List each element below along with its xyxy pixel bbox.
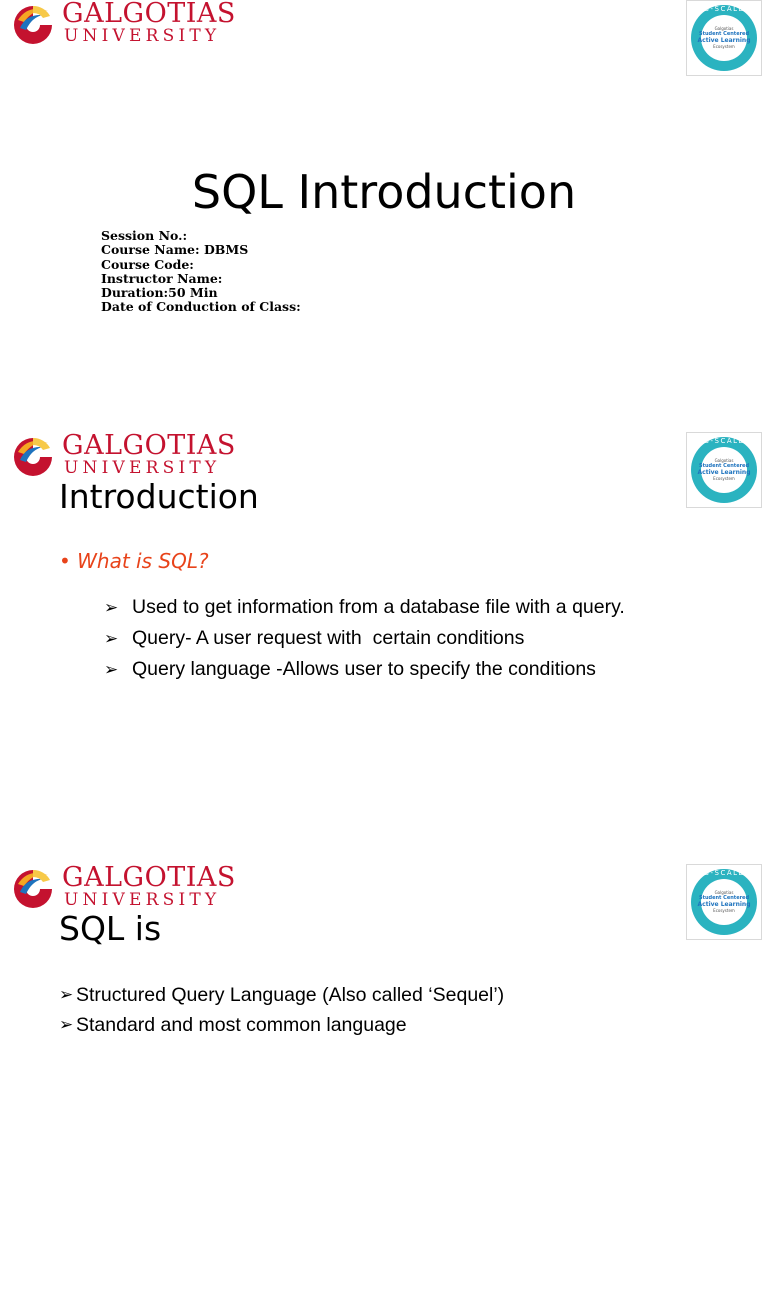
list-item-text: Query- A user request with certain conditions (132, 627, 525, 649)
arrow-bullet-icon: ➢ (59, 1015, 74, 1034)
badge-line-3: Active Learning (697, 37, 751, 44)
badge-line-4: Ecosystem (713, 476, 735, 481)
list-item (104, 592, 625, 623)
logo-word-galgotias: GALGOTIAS (62, 432, 236, 461)
arrow-bullet-icon: ➢ (104, 660, 119, 679)
session-meta (101, 229, 301, 315)
bullet-list (104, 592, 625, 685)
galgotias-logo-icon (10, 866, 56, 910)
badge-line-2: Student Centered (698, 895, 750, 901)
galgotias-logo-icon (10, 2, 56, 46)
badge-ring-text: G-SCALE (703, 437, 745, 445)
list-item (59, 1010, 504, 1040)
university-logo (10, 434, 250, 480)
slide-title (0, 0, 768, 432)
badge-line-1: Galgotias (714, 458, 734, 463)
logo-word-university: UNIVERSITY (64, 890, 221, 910)
gscale-badge (686, 432, 762, 508)
slide-heading: SQL is (59, 909, 162, 948)
badge-line-1: Galgotias (714, 890, 734, 895)
slide-introduction (0, 432, 768, 864)
badge-line-1: Galgotias (714, 26, 734, 31)
slide-heading: Introduction (59, 477, 259, 516)
logo-word-university: UNIVERSITY (64, 458, 221, 478)
list-item-text: Structured Query Language (Also called ‘Sequel’) (76, 984, 505, 1006)
slide-title-text: SQL Introduction (191, 165, 577, 219)
bullet-list (59, 980, 504, 1040)
meta-instructor: Instructor Name: (101, 270, 223, 286)
badge-line-4: Ecosystem (713, 908, 735, 913)
badge-line-2: Student Centered (698, 31, 750, 37)
galgotias-logo-icon (10, 434, 56, 478)
badge-ring-text: G-SCALE (703, 5, 745, 13)
arrow-bullet-icon: ➢ (104, 598, 119, 617)
logo-word-galgotias: GALGOTIAS (62, 864, 236, 893)
list-item-text: Query language -Allows user to specify the conditions (132, 658, 596, 680)
gscale-badge (686, 0, 762, 76)
arrow-bullet-icon: ➢ (59, 985, 74, 1004)
meta-date: Date of Conduction of Class: (101, 299, 301, 315)
badge-ring-text: G-SCALE (703, 869, 745, 877)
list-item-text: Used to get information from a database file with a query. (132, 596, 625, 618)
university-logo (10, 866, 250, 912)
question-bullet: • What is SQL? (59, 549, 209, 573)
list-item (104, 654, 625, 685)
logo-word-university: UNIVERSITY (64, 26, 221, 46)
badge-line-4: Ecosystem (713, 44, 735, 49)
list-item (59, 980, 504, 1010)
list-item (104, 623, 625, 654)
meta-course-code: Course Code: (101, 256, 194, 272)
gscale-badge (686, 864, 762, 940)
meta-session-no: Session No.: (101, 228, 188, 243)
university-logo (10, 2, 250, 48)
arrow-bullet-icon: ➢ (104, 629, 119, 648)
logo-word-galgotias: GALGOTIAS (62, 0, 236, 29)
badge-line-3: Active Learning (697, 469, 751, 476)
slide-sql-is (0, 864, 768, 1296)
badge-line-2: Student Centered (698, 463, 750, 469)
meta-course-name: Course Name: DBMS (101, 242, 249, 258)
badge-line-3: Active Learning (697, 901, 751, 908)
meta-duration: Duration:50 Min (101, 285, 218, 301)
list-item-text: Standard and most common language (76, 1014, 407, 1036)
